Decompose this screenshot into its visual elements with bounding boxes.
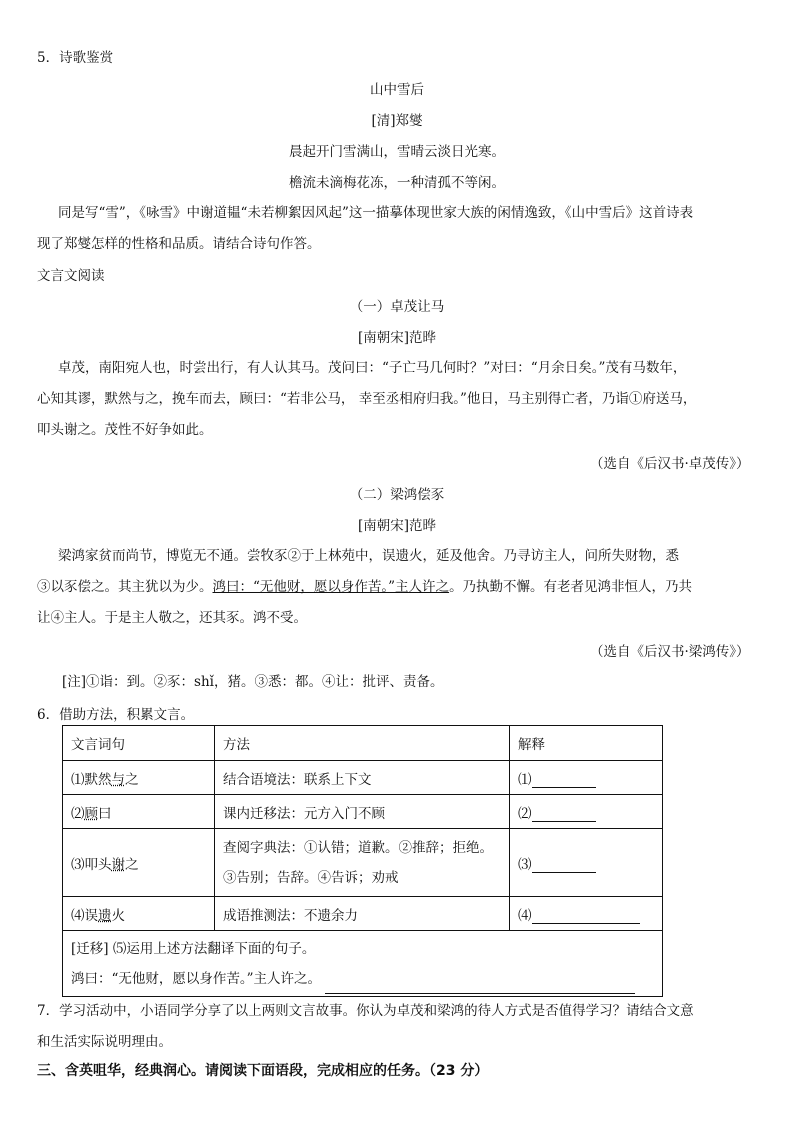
text2-line-2 bbox=[37, 572, 757, 603]
row2-method: 课内迁移法：元方入门不顾 bbox=[215, 795, 510, 829]
row1-answer bbox=[510, 761, 663, 795]
row2-answer-blank[interactable] bbox=[532, 807, 596, 822]
row4-phrase bbox=[63, 897, 215, 931]
row2-phrase-key: 顾 bbox=[84, 805, 98, 822]
row4-answer-label: ⑷ bbox=[518, 907, 532, 924]
poem-line-1: 晨起开门雪满山，雪晴云淡日光寒。 bbox=[289, 144, 505, 160]
row1-method: 结合语境法：联系上下文 bbox=[215, 761, 510, 795]
poem-line-2: 檐流未滴梅花冻，一种清孤不等闲。 bbox=[289, 175, 505, 191]
q5-heading: 5．诗歌鉴赏 bbox=[37, 50, 114, 66]
annotation-note: [注]①诣：到。②豕：shǐ，猪。③悉：都。④让：批评、责备。 bbox=[62, 674, 444, 690]
classical-section-label: 文言文阅读 bbox=[37, 268, 105, 284]
table-row bbox=[63, 829, 663, 897]
table-header-row bbox=[63, 726, 663, 761]
row1-answer-label: ⑴ bbox=[518, 771, 532, 788]
row1-phrase-post: 之 bbox=[125, 771, 139, 788]
row1-answer-blank[interactable] bbox=[532, 773, 596, 788]
table-row bbox=[63, 795, 663, 829]
header-method: 方法 bbox=[215, 726, 510, 761]
row2-phrase-pre: ⑵ bbox=[71, 805, 85, 822]
row1-phrase-pre: ⑴默然 bbox=[71, 771, 112, 788]
row3-answer-label: ⑶ bbox=[518, 856, 532, 873]
q6-heading: 6．借助方法，积累文言。 bbox=[37, 707, 195, 723]
q5-question bbox=[37, 198, 757, 260]
header-phrase: 文言词句 bbox=[63, 726, 215, 761]
text2-line-1: 梁鸿家贫而尚节，博览无不通。尝牧豕②于上林苑中，误遗火，延及他舍。乃寻访主人，问所失财物，悉 bbox=[58, 548, 679, 564]
text1-line-1: 卓茂，南阳宛人也，时尝出行，有人认其马。茂问曰：“子亡马几何时？”对曰：“月余日矣。”茂有马数年， bbox=[58, 360, 687, 376]
q5-question-line-1: 同是写“雪”，《咏雪》中谢道韫“未若柳絮因风起”这一描摹体现世家大族的闲情逸致，《山中雪后》这首诗表 bbox=[58, 205, 694, 221]
row3-phrase bbox=[63, 829, 215, 897]
row3-answer-blank[interactable] bbox=[532, 858, 596, 873]
poem-title: 山中雪后 bbox=[370, 82, 424, 98]
row4-method: 成语推测法：不遗余力 bbox=[215, 897, 510, 931]
row3-phrase-post: 之 bbox=[125, 856, 139, 873]
text2-body bbox=[37, 541, 757, 634]
row3-method-line-2: ③告别；告辞。④告诉；劝戒 bbox=[223, 869, 399, 886]
text2-line-2-start: ③以豕偿之。其主犹以为少。 bbox=[37, 579, 213, 595]
q7-question bbox=[37, 996, 757, 1058]
row2-answer-label: ⑵ bbox=[518, 805, 532, 822]
text1-line-3: 叩头谢之。茂性不好争如此。 bbox=[37, 422, 213, 438]
q6-table bbox=[62, 725, 663, 997]
q7-line-1: 7．学习活动中，小语同学分享了以上两则文言故事。你认为卓茂和梁鸿的待人方式是否值得学习？请结合文意 bbox=[37, 1003, 694, 1019]
q5-question-line-2: 现了郑燮怎样的性格和品质。请结合诗句作答。 bbox=[37, 236, 321, 252]
row4-phrase-post: 火 bbox=[111, 907, 125, 924]
text1-line-2: 心知其谬，默然与之，挽车而去，顾曰：“若非公马， 幸至丞相府归我。”他日，马主别得亡者，乃诣①府送马， bbox=[37, 391, 697, 407]
transfer-sentence-line bbox=[71, 964, 654, 994]
row3-phrase-key: 谢 bbox=[111, 856, 125, 873]
header-explanation: 解释 bbox=[510, 726, 663, 761]
text2-line-3: 让④主人。于是主人敬之，还其豕。鸿不受。 bbox=[37, 610, 307, 626]
text2-line-2-end: 。乃执勤不懈。有老者见鸿非恒人，乃共 bbox=[449, 579, 693, 595]
row2-answer bbox=[510, 795, 663, 829]
table-row bbox=[63, 761, 663, 795]
row1-phrase bbox=[63, 761, 215, 795]
text2-source: （选自《后汉书·梁鸿传》） bbox=[590, 644, 750, 660]
row2-phrase bbox=[63, 795, 215, 829]
row3-method-line-1: 查阅字典法：①认错；道歉。②推辞；拒绝。 bbox=[223, 839, 493, 856]
row3-method bbox=[215, 829, 510, 897]
transfer-answer-blank[interactable] bbox=[325, 979, 635, 994]
text1-source: （选自《后汉书·卓茂传》） bbox=[590, 456, 750, 472]
row3-phrase-pre: ⑶叩头 bbox=[71, 856, 112, 873]
q7-line-2: 和生活实际说明理由。 bbox=[37, 1034, 172, 1050]
text1-title: （一）卓茂让马 bbox=[349, 299, 445, 315]
poem-author: [清]郑燮 bbox=[371, 113, 423, 129]
text2-title: （二）梁鸿偿豕 bbox=[349, 487, 445, 503]
text1-author: [南朝宋]范晔 bbox=[357, 330, 437, 346]
row4-phrase-key: 遗 bbox=[98, 907, 112, 924]
row4-answer-blank[interactable] bbox=[532, 909, 640, 924]
transfer-cell bbox=[63, 931, 663, 997]
row2-phrase-post: 曰 bbox=[98, 805, 112, 822]
underlined-sentence: 鸿曰：“无他财，愿以身作苦。”主人许之 bbox=[212, 579, 450, 595]
row1-phrase-key: 与 bbox=[111, 771, 125, 788]
table-row bbox=[63, 897, 663, 931]
row4-phrase-pre: ⑷误 bbox=[71, 907, 98, 924]
transfer-sentence: 鸿曰：“无他财，愿以身作苦。”主人许之。 bbox=[71, 970, 322, 987]
table-transfer-row bbox=[63, 931, 663, 997]
section3-heading: 三、含英咀华，经典润心。请阅读下面语段，完成相应的任务。（23 分） bbox=[37, 1063, 489, 1079]
row4-answer bbox=[510, 897, 663, 931]
row3-answer bbox=[510, 829, 663, 897]
text1-body bbox=[37, 353, 757, 446]
text2-author: [南朝宋]范晔 bbox=[357, 518, 437, 534]
transfer-instruction: [迁移] ⑸运用上述方法翻译下面的句子。 bbox=[71, 940, 316, 957]
